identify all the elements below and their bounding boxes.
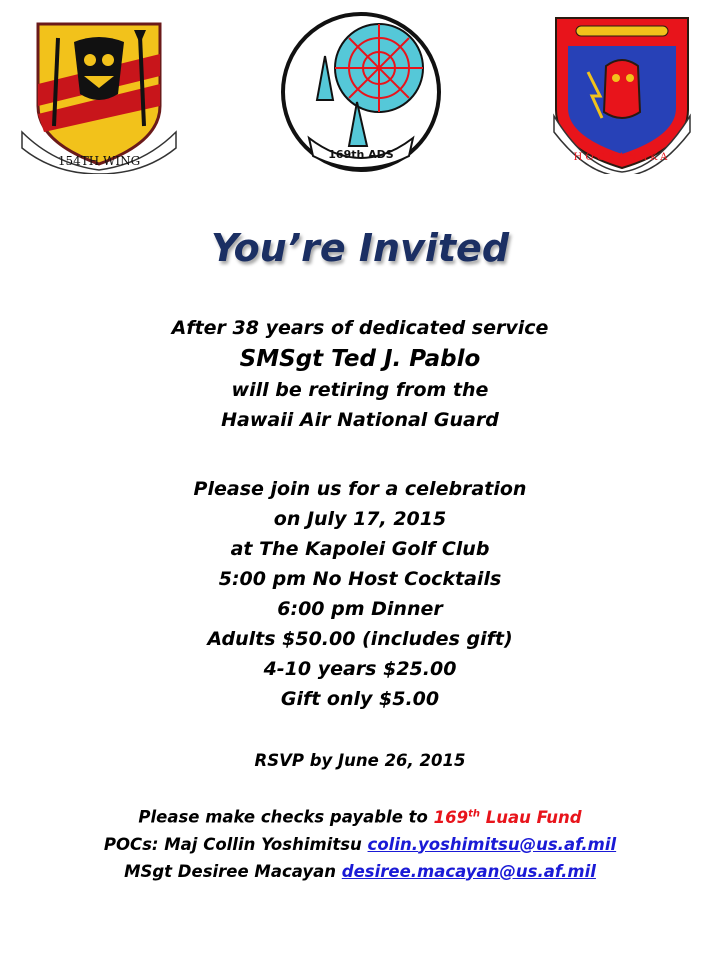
intro-block	[0, 313, 720, 435]
child-price: 4-10 years $25.00	[263, 658, 457, 680]
poc-label: POCs: Maj Collin Yoshimitsu	[103, 834, 368, 854]
169th-ads-emblem	[279, 10, 443, 174]
payment-line	[0, 800, 720, 831]
fund-number: 169	[433, 807, 469, 827]
fund-superscript: th	[468, 808, 480, 819]
event-venue: at The Kapolei Golf Club	[230, 538, 490, 560]
intro-line-1: After 38 years of dedicated service	[171, 317, 549, 339]
fund-name	[434, 808, 582, 827]
contacts-block	[0, 800, 720, 885]
emblem-right-text: HOOKANAKA	[573, 152, 671, 163]
adult-price: Adults $50.00 (includes gift)	[207, 628, 513, 650]
poc-line-1	[0, 831, 720, 858]
email-link-macayan[interactable]: desiree.macayan@us.af.mil	[341, 861, 596, 881]
emblem-center-text: 169th ADS	[328, 148, 394, 161]
poc-name-2: MSgt Desiree Macayan	[124, 861, 342, 881]
fund-suffix: Luau Fund	[479, 807, 582, 827]
celebration-line: Please join us for a celebration	[193, 478, 527, 500]
gift-price: Gift only $5.00	[280, 688, 440, 710]
payment-prefix: Please make checks payable to	[138, 807, 434, 827]
154th-wing-emblem	[14, 14, 184, 174]
hookanaka-emblem	[546, 12, 698, 174]
page-title: You’re Invited	[210, 226, 510, 270]
dinner-time: 6:00 pm Dinner	[277, 598, 443, 620]
intro-line-4: Hawaii Air National Guard	[221, 409, 499, 431]
rsvp-deadline: RSVP by June 26, 2015	[254, 751, 466, 770]
event-details	[0, 474, 720, 714]
email-link-yoshimitsu[interactable]: colin.yoshimitsu@us.af.mil	[367, 834, 617, 854]
rsvp-block	[0, 747, 720, 774]
event-date: on July 17, 2015	[273, 508, 447, 530]
intro-line-3: will be retiring from the	[231, 379, 489, 401]
cocktails-time: 5:00 pm No Host Cocktails	[218, 568, 502, 590]
emblem-left-text: 154TH WING	[57, 154, 141, 168]
poc-line-2	[0, 858, 720, 885]
honoree-name: SMSgt Ted J. Pablo	[239, 346, 481, 372]
